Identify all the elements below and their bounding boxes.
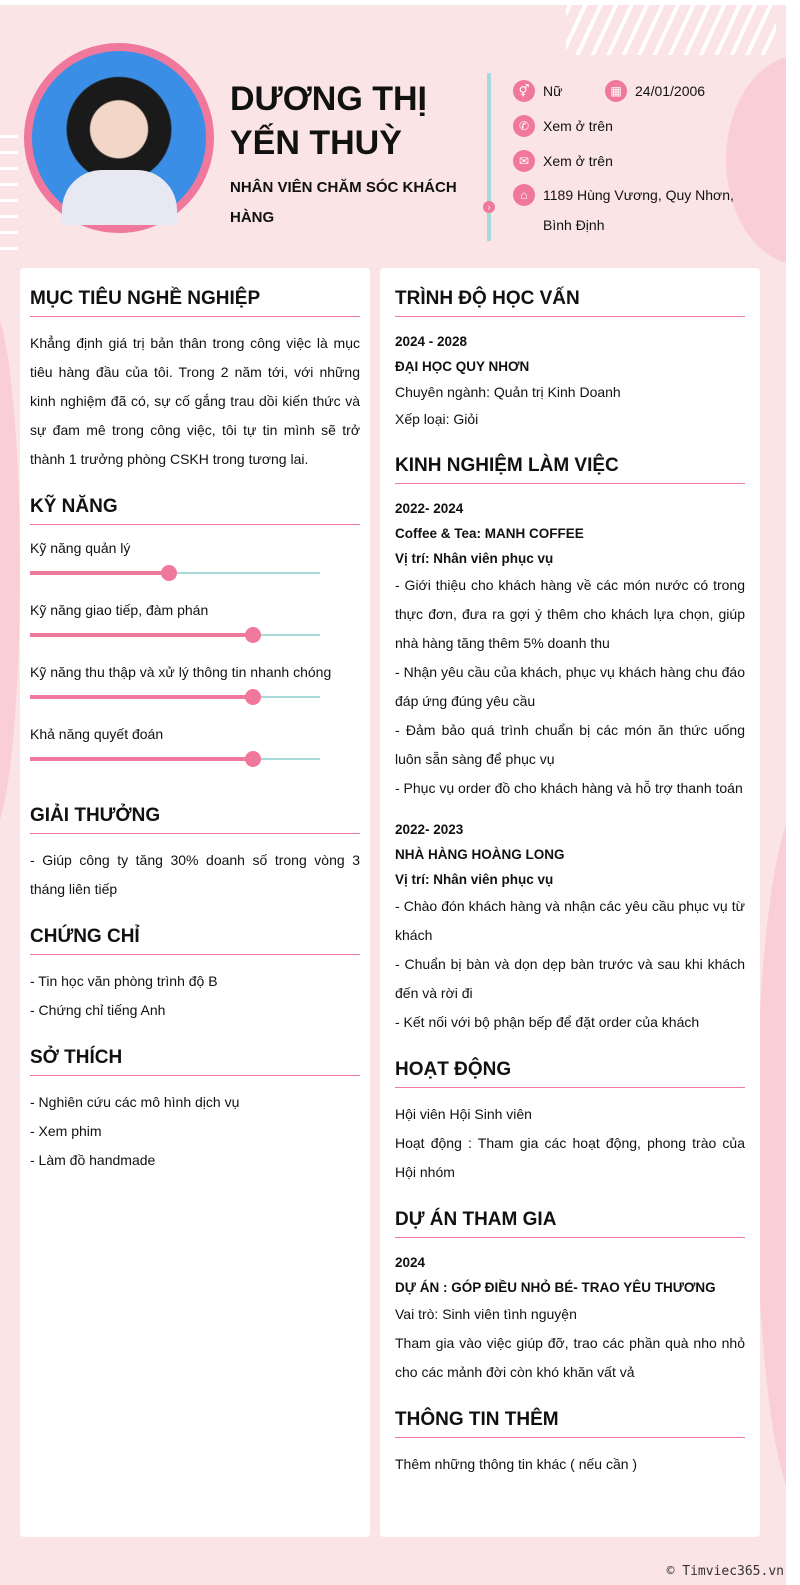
project-desc: Tham gia vào việc giúp đỡ, trao các phần quà nho nhỏ cho các mảnh đời còn khó khăn vất vả bbox=[395, 1335, 745, 1380]
avatar bbox=[24, 43, 214, 233]
award-text: - Giúp công ty tăng 30% doanh số trong vòng 3 tháng liên tiếp bbox=[30, 852, 360, 897]
chevron-right-icon: › bbox=[483, 201, 495, 213]
company: Coffee & Tea: MANH COFFEE bbox=[395, 526, 584, 541]
decor-lines bbox=[0, 135, 18, 250]
project-name: DỰ ÁN : GÓP ĐIỀU NHỎ BÉ- TRAO YÊU THƯƠNG bbox=[395, 1280, 716, 1295]
skill-bar bbox=[30, 629, 320, 641]
decor-stripes bbox=[566, 5, 776, 55]
section-title: GIẢI THƯỞNG bbox=[30, 805, 360, 834]
gender-icon: ⚥ bbox=[513, 80, 535, 102]
job-duty: - Chuẩn bị bàn và dọn dẹp bàn trước và sau khi khách đến và rời đi bbox=[395, 956, 745, 1001]
skill-knob bbox=[245, 689, 261, 705]
section-title: KINH NGHIỆM LÀM VIỆC bbox=[395, 455, 745, 484]
objective-text: Khẳng định giá trị bản thân trong công việc là mục tiêu hàng đầu của tôi. Trong 2 năm tới, với những kinh nghiệm đã có, sự cố gắng trau dồi kiến thức và sự đam mê trong công việc, tôi tự tin mình sẽ trở thành 1 trưởng phòng CSKH trong tương lai. bbox=[30, 335, 360, 467]
right-column bbox=[380, 268, 760, 1537]
activity-line: Hội viên Hội Sinh viên bbox=[395, 1106, 532, 1122]
skill-label: Kỹ năng quản lý bbox=[30, 540, 131, 556]
skill-fill bbox=[30, 695, 253, 699]
hobby-item: - Xem phim bbox=[30, 1123, 102, 1139]
job-duty: - Đảm bảo quá trình chuẩn bị các món ăn thức uống luôn sẵn sàng để phục vụ bbox=[395, 722, 745, 767]
gender: Nữ bbox=[543, 83, 563, 99]
section-title: SỞ THÍCH bbox=[30, 1047, 360, 1076]
section-title: HOẠT ĐỘNG bbox=[395, 1059, 745, 1088]
activity-line: Hoạt động : Tham gia các hoạt động, phong trào của Hội nhóm bbox=[395, 1135, 745, 1180]
birth-date: 24/01/2006 bbox=[635, 83, 706, 99]
skill-fill bbox=[30, 571, 169, 575]
skill-label: Khả năng quyết đoán bbox=[30, 726, 164, 742]
job-duty: - Chào đón khách hàng và nhận các yêu cầu phục vụ từ khách bbox=[395, 898, 745, 943]
skill-knob bbox=[161, 565, 177, 581]
school-name: ĐẠI HỌC QUY NHƠN bbox=[395, 359, 530, 374]
job-duty: - Kết nối với bộ phận bếp để đặt order của khách bbox=[395, 1014, 700, 1030]
watermark: © Timviec365.vn bbox=[666, 1564, 784, 1579]
job-role: Vị trí: Nhân viên phục vụ bbox=[395, 551, 554, 566]
rank: Xếp loại: Giỏi bbox=[395, 411, 479, 427]
skill-item bbox=[30, 537, 360, 579]
hobby-item: - Làm đồ handmade bbox=[30, 1152, 156, 1168]
more-info: Thêm những thông tin khác ( nếu cần ) bbox=[395, 1456, 638, 1472]
home-icon: ⌂ bbox=[513, 184, 535, 206]
divider bbox=[487, 73, 491, 241]
skill-fill bbox=[30, 757, 253, 761]
skill-knob bbox=[245, 627, 261, 643]
skill-bar bbox=[30, 567, 320, 579]
job-duty: - Giới thiệu cho khách hàng về các món nước có trong thực đơn, đưa ra gợi ý thêm cho khách lựa chọn, giúp nhà hàng tăng thêm 5% doanh thu bbox=[395, 577, 745, 651]
section-title: TRÌNH ĐỘ HỌC VẤN bbox=[395, 288, 745, 317]
company: NHÀ HÀNG HOÀNG LONG bbox=[395, 847, 565, 862]
edu-period: 2024 - 2028 bbox=[395, 334, 468, 349]
skill-knob bbox=[245, 751, 261, 767]
job-period: 2022- 2023 bbox=[395, 822, 464, 837]
skill-label: Kỹ năng giao tiếp, đàm phán bbox=[30, 602, 209, 618]
job-role: Vị trí: Nhân viên phục vụ bbox=[395, 872, 554, 887]
cert-item: - Tin học văn phòng trình độ B bbox=[30, 973, 218, 989]
job-duty: - Phục vụ order đồ cho khách hàng và hỗ trợ thanh toán bbox=[395, 780, 743, 796]
section-title: MỤC TIÊU NGHỀ NGHIỆP bbox=[30, 288, 360, 317]
calendar-icon: ▦ bbox=[605, 80, 627, 102]
project-year: 2024 bbox=[395, 1255, 426, 1270]
decor-circle bbox=[756, 805, 786, 1505]
left-column bbox=[20, 268, 370, 1537]
full-name: DƯƠNG THỊ YẾN THUỲ bbox=[230, 80, 427, 162]
email-icon: ✉ bbox=[513, 150, 535, 172]
skill-label: Kỹ năng thu thập và xử lý thông tin nhanh chóng bbox=[30, 664, 332, 680]
skill-item bbox=[30, 599, 360, 641]
email: Xem ở trên bbox=[543, 153, 613, 169]
section-title: CHỨNG CHỈ bbox=[30, 926, 360, 955]
skill-bar bbox=[30, 691, 320, 703]
skill-bar bbox=[30, 753, 320, 765]
job-entry bbox=[395, 817, 745, 1037]
address: 1189 Hùng Vương, Quy Nhơn, Bình Định bbox=[543, 187, 734, 233]
skill-fill bbox=[30, 633, 253, 637]
section-title: KỸ NĂNG bbox=[30, 496, 360, 525]
major: Chuyên ngành: Quản trị Kinh Doanh bbox=[395, 384, 621, 400]
hobby-item: - Nghiên cứu các mô hình dịch vụ bbox=[30, 1094, 240, 1110]
skill-item bbox=[30, 723, 360, 765]
project-role: Vai trò: Sinh viên tình nguyện bbox=[395, 1306, 577, 1322]
phone: Xem ở trên bbox=[543, 118, 613, 134]
job-period: 2022- 2024 bbox=[395, 501, 464, 516]
section-title: THÔNG TIN THÊM bbox=[395, 1409, 745, 1438]
decor-circle bbox=[0, 305, 20, 835]
job-duty: - Nhận yêu cầu của khách, phục vụ khách hàng chu đáo đáp ứng đúng yêu cầu bbox=[395, 664, 745, 709]
job-title: NHÂN VIÊN CHĂM SÓC KHÁCH HÀNG bbox=[230, 179, 457, 226]
phone-icon: ✆ bbox=[513, 115, 535, 137]
section-title: DỰ ÁN THAM GIA bbox=[395, 1209, 745, 1238]
job-entry bbox=[395, 496, 745, 803]
cert-item: - Chứng chỉ tiếng Anh bbox=[30, 1002, 166, 1018]
skill-item bbox=[30, 661, 360, 703]
